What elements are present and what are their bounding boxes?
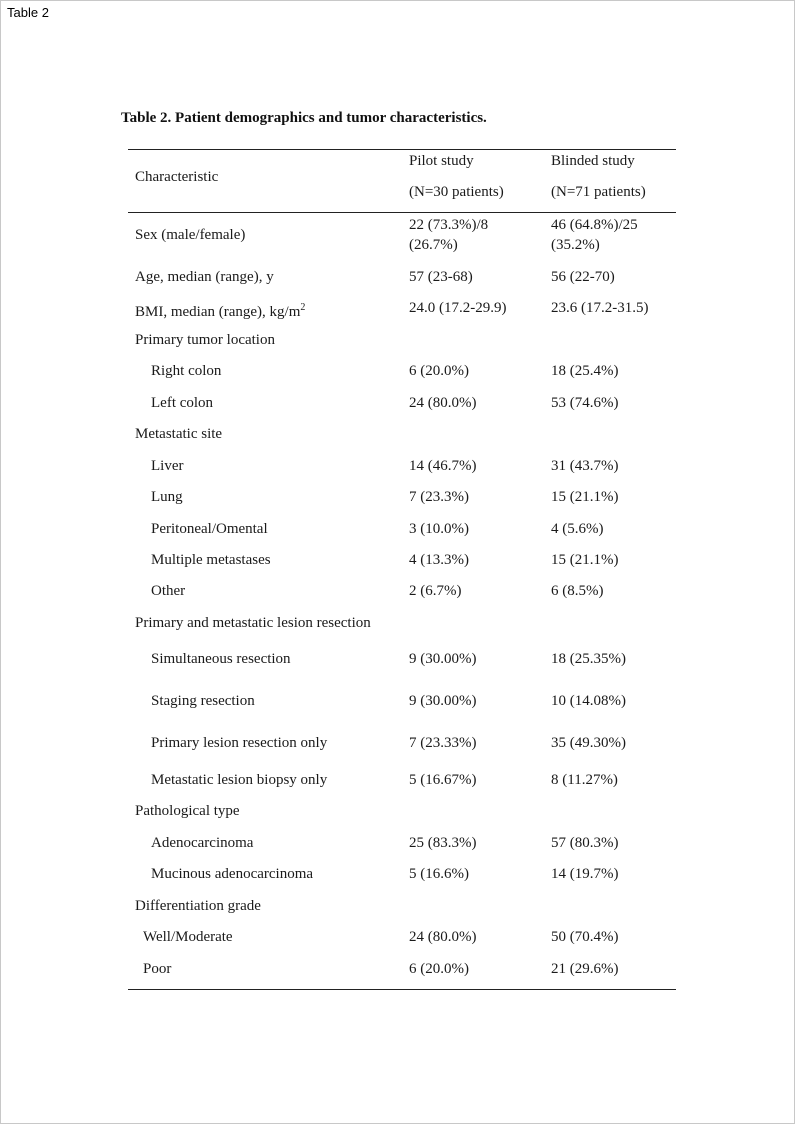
- section-differentiation-grade: Differentiation grade: [135, 898, 261, 914]
- bmi-label-text: BMI, median (range), kg/m: [135, 304, 301, 320]
- row-label-left-colon: Left colon: [151, 395, 214, 411]
- cell-pilot-primary-resection-only: 7 (23.33%): [409, 735, 477, 751]
- cell-blinded-simultaneous-resection: 18 (25.35%): [551, 651, 626, 667]
- section-pathological-type: Pathological type: [135, 803, 240, 819]
- row-label-simultaneous-resection: Simultaneous resection: [151, 651, 291, 667]
- cell-pilot-sex-line1: 22 (73.3%)/8: [409, 217, 489, 233]
- cell-blinded-bmi: 23.6 (17.2-31.5): [551, 300, 649, 316]
- row-label-peritoneal: Peritoneal/Omental: [151, 521, 268, 537]
- row-label-other: Other: [151, 583, 186, 599]
- row-label-primary-resection-only: Primary lesion resection only: [151, 735, 328, 751]
- cell-blinded-mucinous: 14 (19.7%): [551, 866, 619, 882]
- cell-pilot-left-colon: 24 (80.0%): [409, 395, 477, 411]
- cell-blinded-liver: 31 (43.7%): [551, 458, 619, 474]
- cell-blinded-age: 56 (22-70): [551, 269, 615, 285]
- bmi-label-superscript: 2: [300, 302, 306, 313]
- row-label-mucinous: Mucinous adenocarcinoma: [151, 866, 314, 882]
- header-pilot-title: Pilot study: [409, 153, 474, 169]
- cell-pilot-sex-line2: (26.7%): [409, 237, 458, 253]
- cell-blinded-poor: 21 (29.6%): [551, 961, 619, 977]
- row-label-staging-resection: Staging resection: [151, 693, 255, 709]
- section-metastatic-site: Metastatic site: [135, 426, 223, 442]
- cell-pilot-liver: 14 (46.7%): [409, 458, 477, 474]
- cell-blinded-sex-line1: 46 (64.8%)/25: [551, 217, 638, 233]
- cell-pilot-multiple-metastases: 4 (13.3%): [409, 552, 469, 568]
- row-label-age: Age, median (range), y: [135, 269, 274, 285]
- header-blinded-n: (N=71 patients): [551, 184, 646, 200]
- cell-blinded-well-moderate: 50 (70.4%): [551, 929, 619, 945]
- cell-pilot-right-colon: 6 (20.0%): [409, 363, 469, 379]
- cell-blinded-other: 6 (8.5%): [551, 583, 604, 599]
- cell-blinded-adenocarcinoma: 57 (80.3%): [551, 835, 619, 851]
- cell-blinded-left-colon: 53 (74.6%): [551, 395, 619, 411]
- row-label-poor: Poor: [143, 961, 172, 977]
- cell-blinded-multiple-metastases: 15 (21.1%): [551, 552, 619, 568]
- cell-blinded-staging-resection: 10 (14.08%): [551, 693, 626, 709]
- header-characteristic: Characteristic: [135, 169, 219, 185]
- table-title: Table 2. Patient demographics and tumor characteristics.: [121, 110, 487, 126]
- row-label-sex: Sex (male/female): [135, 227, 246, 243]
- header-bottom-rule: [128, 212, 676, 213]
- row-label-well-moderate: Well/Moderate: [143, 929, 233, 945]
- section-lesion-resection: Primary and metastatic lesion resection: [135, 615, 371, 631]
- row-label-biopsy-only: Metastatic lesion biopsy only: [151, 772, 328, 788]
- cell-pilot-age: 57 (23-68): [409, 269, 473, 285]
- cell-pilot-staging-resection: 9 (30.00%): [409, 693, 477, 709]
- cell-blinded-sex-line2: (35.2%): [551, 237, 600, 253]
- cell-blinded-right-colon: 18 (25.4%): [551, 363, 619, 379]
- cell-pilot-simultaneous-resection: 9 (30.00%): [409, 651, 477, 667]
- cell-blinded-biopsy-only: 8 (11.27%): [551, 772, 618, 788]
- row-label-right-colon: Right colon: [151, 363, 222, 379]
- section-primary-tumor-location: Primary tumor location: [135, 332, 275, 348]
- cell-pilot-adenocarcinoma: 25 (83.3%): [409, 835, 477, 851]
- cell-pilot-peritoneal: 3 (10.0%): [409, 521, 469, 537]
- cell-pilot-mucinous: 5 (16.6%): [409, 866, 469, 882]
- cell-pilot-well-moderate: 24 (80.0%): [409, 929, 477, 945]
- cell-pilot-bmi: 24.0 (17.2-29.9): [409, 300, 507, 316]
- header-blinded-title: Blinded study: [551, 153, 635, 169]
- row-label-bmi: [135, 297, 305, 323]
- cell-pilot-poor: 6 (20.0%): [409, 961, 469, 977]
- row-label-liver: Liver: [151, 458, 184, 474]
- cell-blinded-lung: 15 (21.1%): [551, 489, 619, 505]
- row-label-multiple-metastases: Multiple metastases: [151, 552, 271, 568]
- cell-blinded-peritoneal: 4 (5.6%): [551, 521, 604, 537]
- cell-pilot-biopsy-only: 5 (16.67%): [409, 772, 477, 788]
- row-label-lung: Lung: [151, 489, 183, 505]
- row-label-adenocarcinoma: Adenocarcinoma: [151, 835, 254, 851]
- page-label: Table 2: [7, 5, 49, 20]
- table-bottom-rule: [128, 989, 676, 990]
- cell-pilot-lung: 7 (23.3%): [409, 489, 469, 505]
- cell-pilot-other: 2 (6.7%): [409, 583, 462, 599]
- header-pilot-n: (N=30 patients): [409, 184, 504, 200]
- cell-blinded-primary-resection-only: 35 (49.30%): [551, 735, 626, 751]
